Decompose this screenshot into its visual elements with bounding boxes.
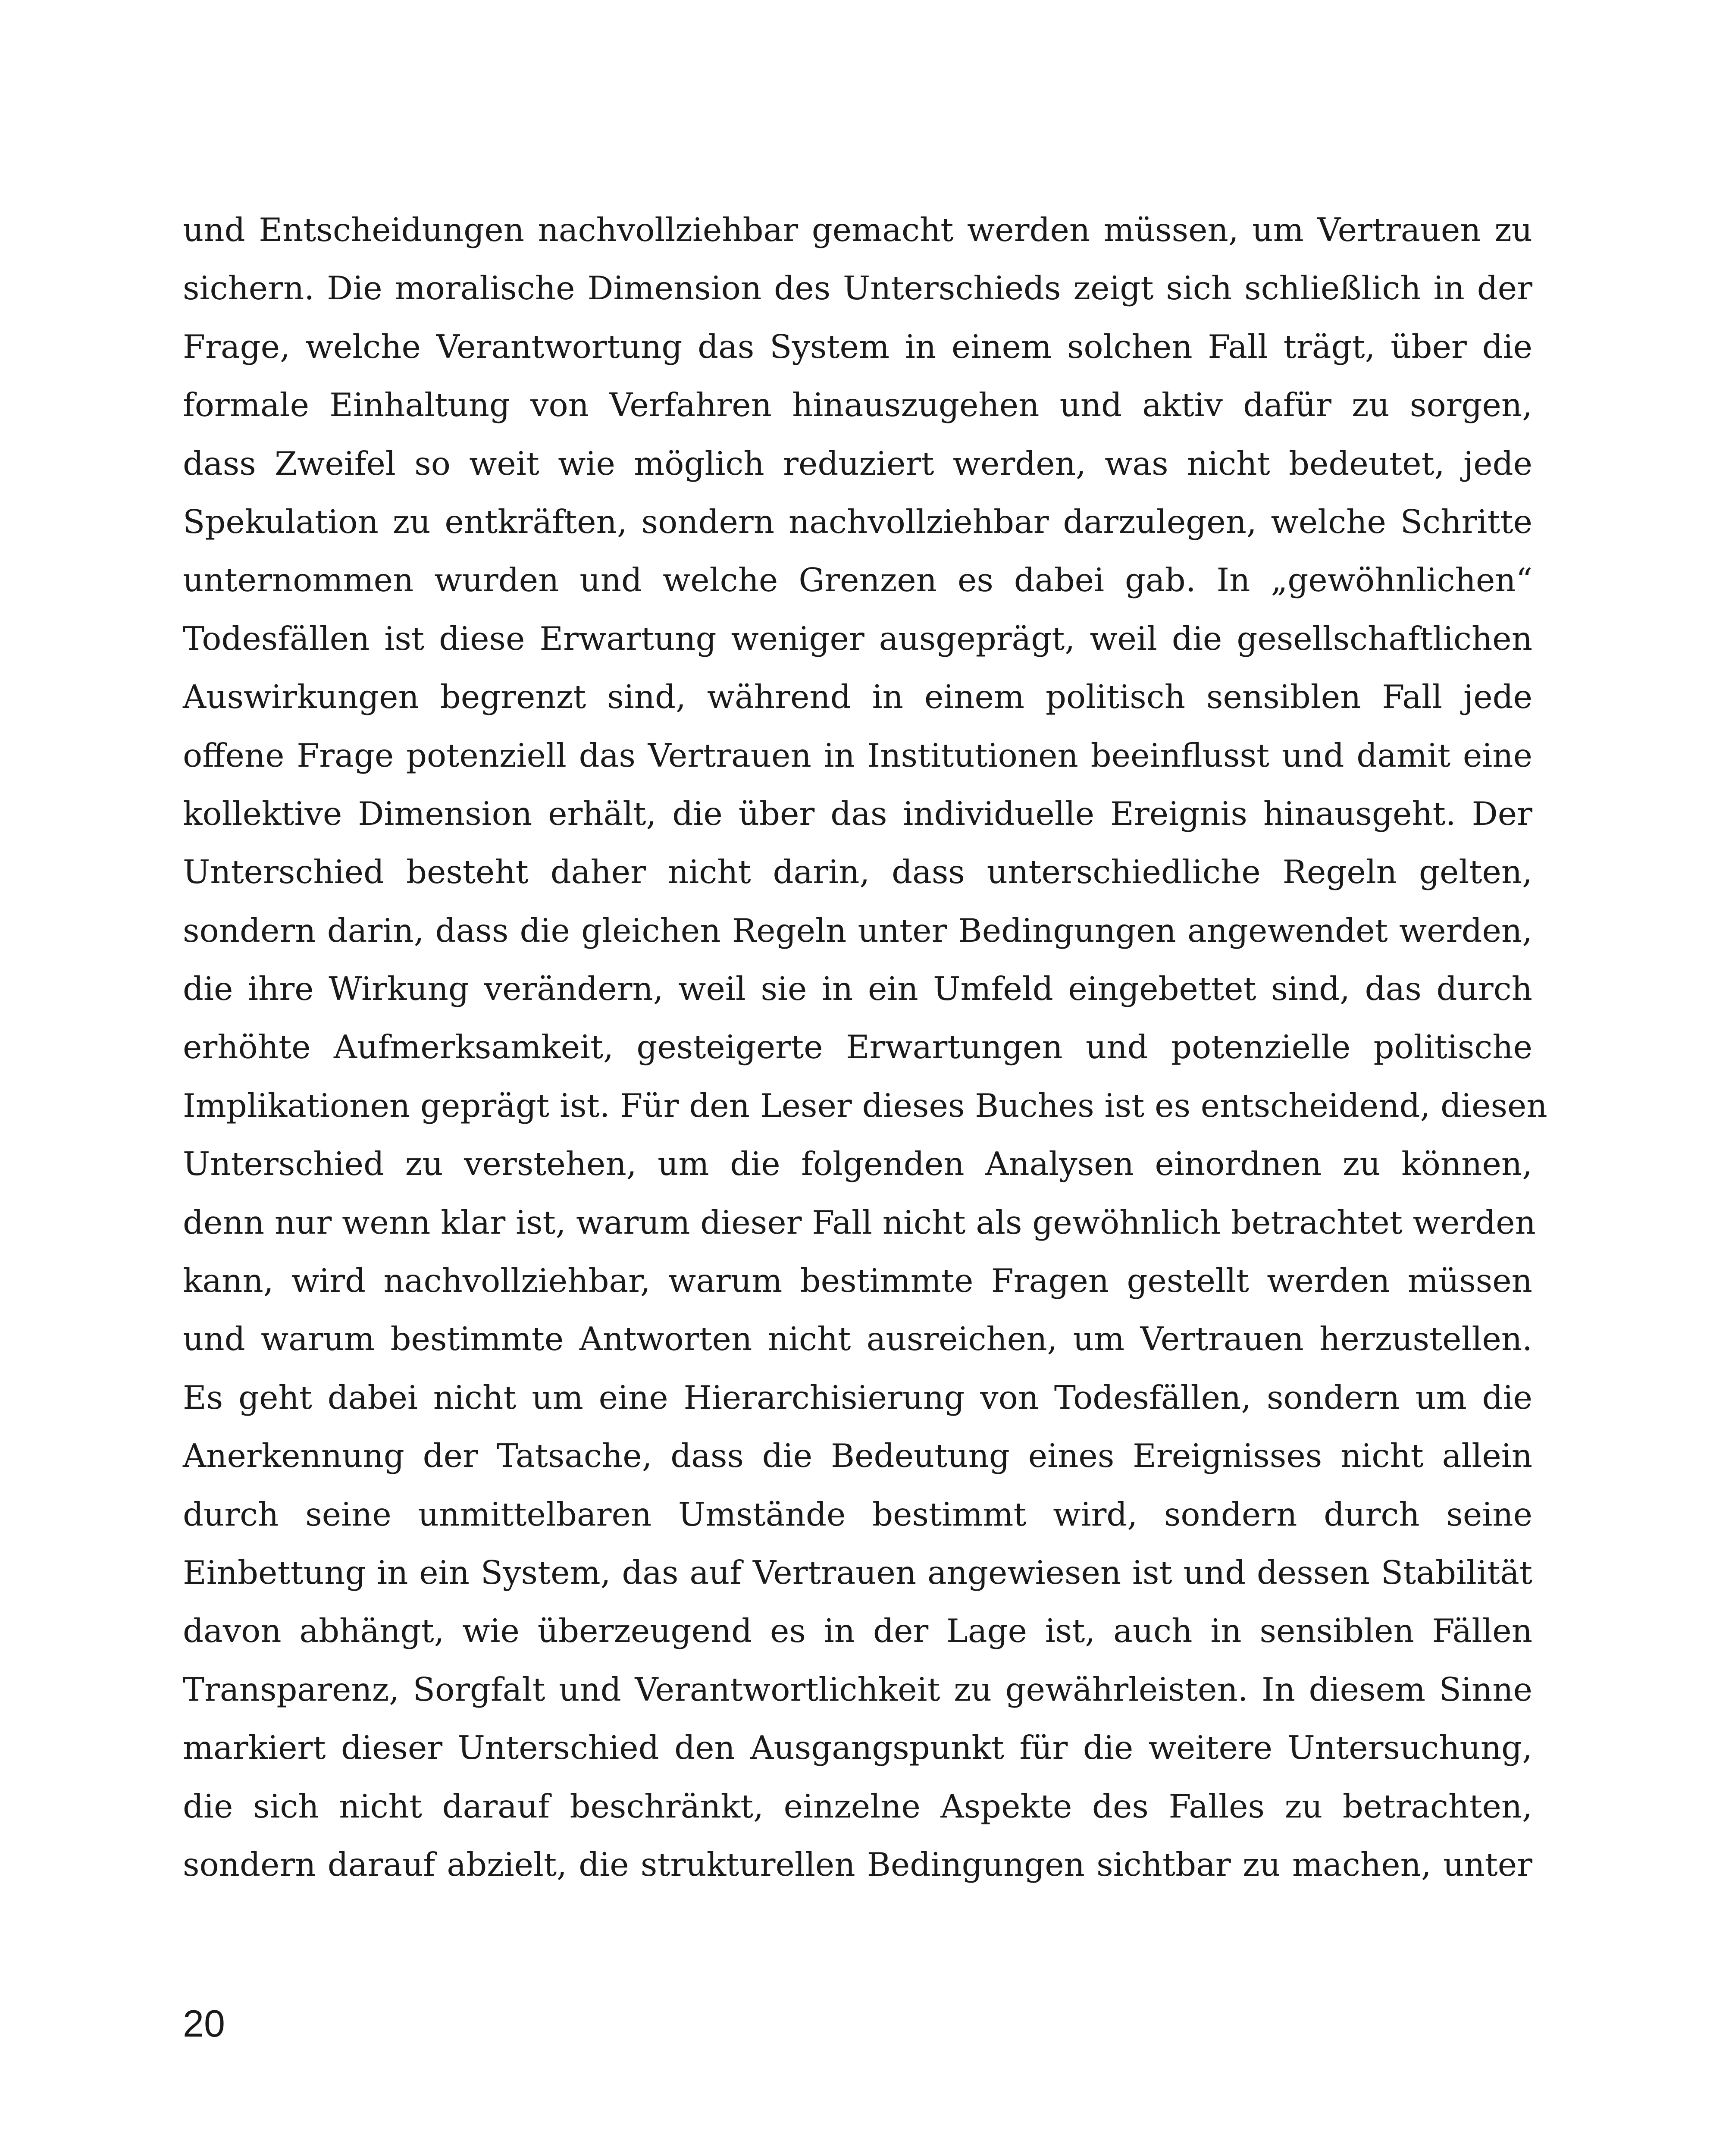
text-line: offene Frage potenziell das Vertrauen in Institutionen beeinflusst und damit eine (183, 736, 1532, 774)
text-line: Einbettung in ein System, das auf Vertrauen angewiesen ist und dessen Stabilität (183, 1553, 1532, 1592)
text-line: kann, wird nachvollziehbar, warum bestimmte Fragen gestellt werden müssen (183, 1262, 1532, 1300)
text-line: unternommen wurden und welche Grenzen es dabei gab. In „gewöhnlichen“ (183, 561, 1532, 599)
text-line: die sich nicht darauf beschränkt, einzelne Aspekte des Falles zu betrachten, (183, 1787, 1532, 1825)
text-line: Unterschied besteht daher nicht darin, dass unterschiedliche Regeln gelten, (183, 853, 1532, 891)
text-line: formale Einhaltung von Verfahren hinauszugehen und aktiv dafür zu sorgen, (183, 386, 1532, 424)
text-line: erhöhte Aufmerksamkeit, gesteigerte Erwartungen und potenzielle politische (183, 1028, 1532, 1066)
text-line: die ihre Wirkung verändern, weil sie in ein Umfeld eingebettet sind, das durch (183, 970, 1532, 1008)
text-line: Todesfällen ist diese Erwartung weniger ausgeprägt, weil die gesellschaftlichen (183, 619, 1532, 658)
text-line: dass Zweifel so weit wie möglich reduziert werden, was nicht bedeutet, jede (183, 444, 1532, 483)
text-line: kollektive Dimension erhält, die über das individuelle Ereignis hinausgeht. Der (183, 794, 1532, 833)
text-line: und warum bestimmte Antworten nicht ausreichen, um Vertrauen herzustellen. (183, 1320, 1532, 1358)
text-line: Implikationen geprägt ist. Für den Leser dieses Buches ist es entscheidend, diesen (183, 1086, 1547, 1125)
text-line: Es geht dabei nicht um eine Hierarchisierung von Todesfällen, sondern um die (183, 1378, 1532, 1416)
text-line: markiert dieser Unterschied den Ausgangspunkt für die weitere Untersuchung, (183, 1729, 1532, 1767)
text-line: Anerkennung der Tatsache, dass die Bedeutung eines Ereignisses nicht allein (183, 1437, 1532, 1475)
page-number: 20 (183, 2002, 225, 2045)
text-line: denn nur wenn klar ist, warum dieser Fall nicht als gewöhnlich betrachtet werden (183, 1203, 1536, 1241)
text-line: sondern darauf abzielt, die strukturellen Bedingungen sichtbar zu machen, unter (183, 1845, 1532, 1883)
text-line: Auswirkungen begrenzt sind, während in einem politisch sensiblen Fall jede (183, 678, 1532, 716)
body-paragraph (183, 201, 1547, 1894)
text-line: Unterschied zu verstehen, um die folgenden Analysen einordnen zu können, (183, 1145, 1532, 1183)
text-line: sichern. Die moralische Dimension des Unterschieds zeigt sich schließlich in der (183, 269, 1532, 307)
text-line: Spekulation zu entkräften, sondern nachvollziehbar darzulegen, welche Schritte (183, 502, 1532, 541)
text-line: Frage, welche Verantwortung das System in einem solchen Fall trägt, über die (183, 327, 1532, 366)
text-line: sondern darin, dass die gleichen Regeln unter Bedingungen angewendet werden, (183, 911, 1532, 950)
text-line: durch seine unmittelbaren Umstände bestimmt wird, sondern durch seine (183, 1495, 1532, 1533)
text-line: davon abhängt, wie überzeugend es in der Lage ist, auch in sensiblen Fällen (183, 1612, 1532, 1650)
text-line: und Entscheidungen nachvollziehbar gemacht werden müssen, um Vertrauen zu (183, 211, 1532, 249)
text-line: Transparenz, Sorgfalt und Verantwortlichkeit zu gewährleisten. In diesem Sinne (183, 1670, 1532, 1708)
